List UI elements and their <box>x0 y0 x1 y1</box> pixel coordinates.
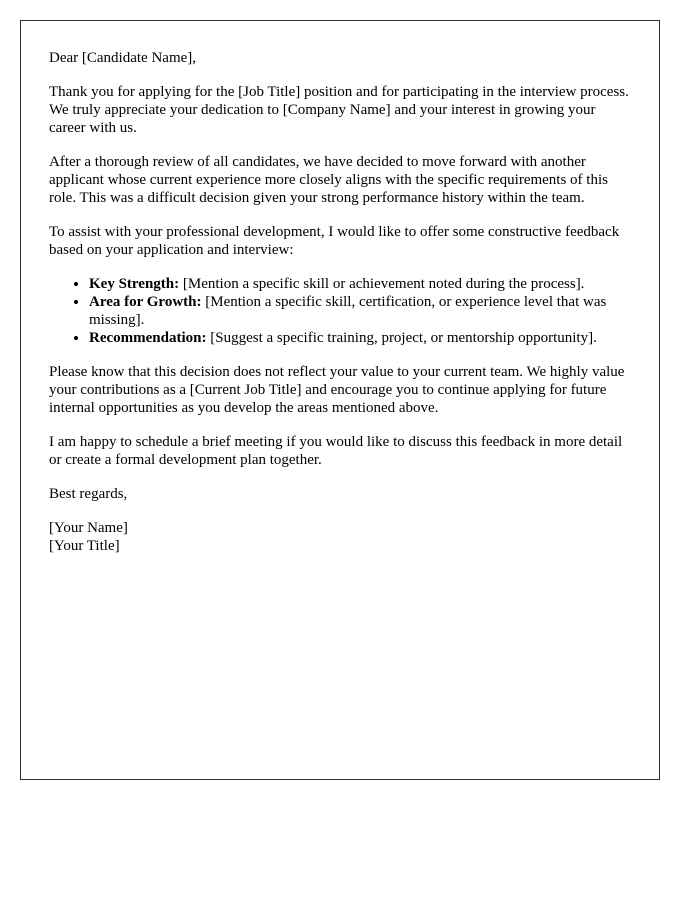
feedback-label: Area for Growth: <box>89 294 202 310</box>
feedback-item-strength <box>89 275 631 293</box>
signoff: Best regards, <box>49 486 128 502</box>
decision-paragraph: After a thorough review of all candidates, we have decided to move forward with another applicant whose current experience more closely aligns with the specific requirements of this role. This was a difficult decision given your strong performance history within the team. <box>49 154 608 206</box>
letter-page <box>20 20 660 780</box>
feedback-list <box>49 275 631 347</box>
feedback-text: [Mention a specific skill or achievement noted during the process]. <box>179 276 585 292</box>
signature-block <box>49 519 631 555</box>
feedback-item-recommendation <box>89 329 631 347</box>
meeting-paragraph: I am happy to schedule a brief meeting if you would like to discuss this feedback in more detail or create a formal development plan together. <box>49 434 623 468</box>
feedback-label: Recommendation: <box>89 330 207 346</box>
intro-paragraph: Thank you for applying for the [Job Title] position and for participating in the interview process. We truly appreciate your dedication to [Company Name] and your interest in growing your career with us. <box>49 84 629 136</box>
feedback-item-growth <box>89 293 631 329</box>
feedback-text: [Mention a specific skill, certification, or experience level that was missing]. <box>89 294 607 328</box>
signature-name: [Your Name] <box>49 520 128 536</box>
value-paragraph: Please know that this decision does not reflect your value to your current team. We highly value your contributions as a [Current Job Title] and encourage you to continue applying for future internal opportunities as you develop the areas mentioned above. <box>49 364 625 416</box>
salutation: Dear [Candidate Name], <box>49 50 197 66</box>
signature-title: [Your Title] <box>49 538 120 554</box>
feedback-intro-paragraph: To assist with your professional development, I would like to offer some constructive feedback based on your application and interview: <box>49 224 620 258</box>
feedback-label: Key Strength: <box>89 276 180 292</box>
feedback-text: [Suggest a specific training, project, or mentorship opportunity]. <box>206 330 597 346</box>
